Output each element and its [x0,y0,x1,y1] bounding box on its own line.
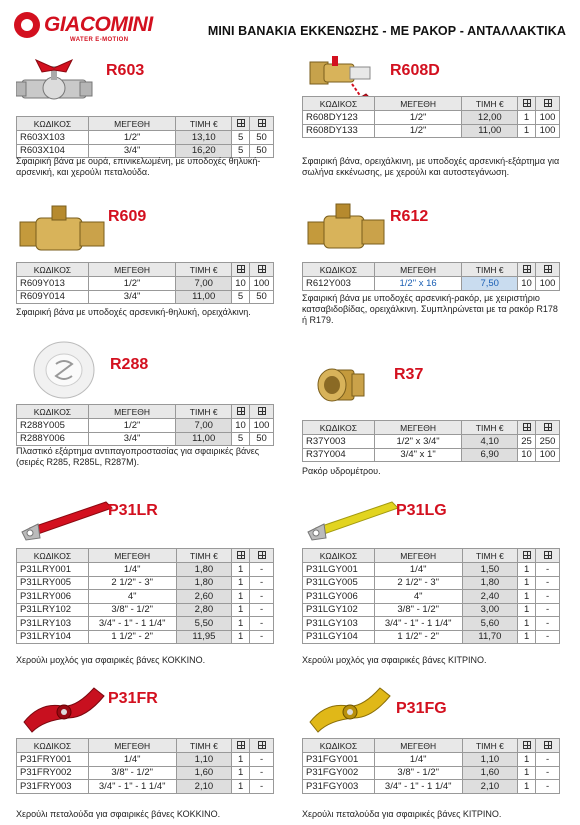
col-box-icon [250,739,274,753]
product-row-price: 1,80 [176,563,232,577]
product-code: P31LR [108,502,158,519]
package-icon [237,265,245,273]
product-row-box-qty: - [536,630,560,644]
product-row-price: 13,10 [176,131,232,145]
product-row-pack-qty: 5 [232,131,250,145]
product-row-pack-qty: 10 [518,277,536,291]
table-row [303,576,560,590]
product-row-pack-qty: 5 [232,144,250,158]
product-description: Σφαιρική βάνα με υποδοχές αρσενική-θηλυκή, ορειχάλκινη. [16,307,251,317]
product-row-box-qty: - [536,617,560,631]
col-code: ΚΩΔΙΚΟΣ [17,263,89,277]
box-icon [544,265,552,273]
product-row-size: 2 1/2" - 3" [88,576,176,590]
product-row-pack-qty: 1 [232,590,250,604]
product-row-size: 1/4" [374,753,462,767]
product-row-size: 3/4" [88,432,176,446]
product-row-size: 1/2" [88,277,176,291]
product-row-box-qty: - [250,766,274,780]
product-row-price: 5,50 [176,617,232,631]
product-description: Σφαιρική βάνα με υποδοχές αρσενική-ρακόρ, με χειριστήριο κατσαβιδοβίδας, ορειχάλκινη. Συμπληρώνεται με τα ρακόρ R178 ή R179. [302,293,558,325]
product-row-size: 3/8" - 1/2" [88,603,176,617]
price-table [302,548,560,644]
table-row [303,630,560,644]
col-price: ΤΙΜΗ € [176,405,232,419]
red-lever-handle-image [16,492,120,546]
product-row-box-qty: 250 [536,435,560,449]
package-icon [237,741,245,749]
product-p31fr [16,678,274,823]
col-box-icon [250,405,274,419]
col-box-icon [250,549,274,563]
product-row-code: R608DY123 [303,111,375,125]
product-row-code: P31FGY002 [303,766,375,780]
product-code: R37 [394,366,424,383]
product-r612 [302,200,560,340]
col-pack-icon [518,739,536,753]
col-size: ΜΕΓΕΘΗ [88,405,176,419]
product-row-code: R288Y006 [17,432,89,446]
product-code: P31LG [396,502,447,519]
product-row-price: 2,60 [176,590,232,604]
col-pack-icon [232,739,250,753]
col-code: ΚΩΔΙΚΟΣ [17,549,89,563]
product-row-size: 4" [88,590,176,604]
brand-logo [14,12,153,44]
product-row-price: 1,60 [176,766,232,780]
product-description: Χερούλι μοχλός για σφαιρικές βάνες ΚΟΚΚΙΝΟ. [16,655,206,665]
product-description: Χερούλι μοχλός για σφαιρικές βάνες ΚΙΤΡΙΝΟ. [302,655,487,665]
product-row-code: P31LGY005 [303,576,375,590]
product-row-box-qty: 50 [250,290,274,304]
product-row-size: 3/4" - 1" - 1 1/4" [374,617,462,631]
yellow-butterfly-handle-image [302,678,402,738]
price-table [302,96,560,138]
box-icon [258,407,266,415]
product-row-code: P31LRY104 [17,630,89,644]
table-row [17,630,274,644]
ball-valve-red-handle-image [16,54,116,114]
product-row-size: 1/2" [88,419,176,433]
col-size: ΜΕΓΕΘΗ [88,739,176,753]
product-row-box-qty: - [536,603,560,617]
col-size: ΜΕΓΕΘΗ [374,263,462,277]
product-row-price: 7,00 [176,277,232,291]
table-row [303,277,560,291]
product-row-box-qty: - [250,590,274,604]
product-row-code: R609Y013 [17,277,89,291]
col-price: ΤΙΜΗ € [176,739,232,753]
product-row-box-qty: - [250,617,274,631]
table-row [17,290,274,304]
product-row-box-qty: - [536,766,560,780]
product-row-price: 2,10 [462,780,518,794]
product-row-price: 12,00 [462,111,518,125]
col-price: ΤΙΜΗ € [462,263,518,277]
col-code: ΚΩΔΙΚΟΣ [17,117,89,131]
product-code: R612 [390,208,429,225]
box-icon [544,741,552,749]
product-row-pack-qty: 1 [232,630,250,644]
table-row [17,563,274,577]
brand-name: GIACOMINI [44,13,153,36]
col-code: ΚΩΔΙΚΟΣ [17,405,89,419]
col-size: ΜΕΓΕΘΗ [88,263,176,277]
product-row-pack-qty: 25 [518,435,536,449]
product-row-price: 3,00 [462,603,518,617]
product-row-price: 6,90 [462,448,518,462]
product-row-code: R603X103 [17,131,89,145]
product-row-pack-qty: 10 [232,277,250,291]
box-icon [258,265,266,273]
product-row-code: P31FRY001 [17,753,89,767]
product-row-box-qty: - [536,576,560,590]
price-table [302,420,560,462]
product-row-price: 1,10 [462,753,518,767]
product-row-pack-qty: 1 [518,576,536,590]
col-box-icon [250,263,274,277]
product-row-price: 1,60 [462,766,518,780]
col-size: ΜΕΓΕΘΗ [374,549,462,563]
product-r37 [302,356,560,476]
product-row-price: 1,10 [176,753,232,767]
product-row-price: 1,80 [462,576,518,590]
product-code: R603 [106,62,145,79]
product-row-code: P31LGY001 [303,563,375,577]
brass-meter-union-image [302,356,402,416]
product-row-size: 1/2" x 16 [374,277,462,291]
product-row-size: 1/4" [374,563,462,577]
product-row-code: P31LGY006 [303,590,375,604]
product-row-box-qty: 100 [536,277,560,291]
col-box-icon [536,263,560,277]
product-row-price: 11,00 [176,290,232,304]
product-row-price: 11,70 [462,630,518,644]
product-row-pack-qty: 1 [232,617,250,631]
col-size: ΜΕΓΕΘΗ [374,739,462,753]
product-row-price: 4,10 [462,435,518,449]
product-row-code: P31LRY102 [17,603,89,617]
product-row-box-qty: - [536,590,560,604]
col-pack-icon [232,263,250,277]
product-row-code: P31LRY103 [17,617,89,631]
price-table [302,738,560,794]
brass-ball-valve-image [16,200,116,260]
red-butterfly-handle-image [16,678,116,738]
product-row-box-qty: - [250,780,274,794]
table-row [303,766,560,780]
product-row-box-qty: 50 [250,432,274,446]
product-row-size: 1/4" [88,563,176,577]
product-row-size: 1 1/2" - 2" [374,630,462,644]
product-row-size: 1 1/2" - 2" [88,630,176,644]
box-icon [544,423,552,431]
product-r609 [16,200,274,320]
product-p31fg [302,678,560,823]
col-pack-icon [232,405,250,419]
col-code: ΚΩΔΙΚΟΣ [303,421,375,435]
product-row-pack-qty: 5 [232,432,250,446]
product-row-price: 2,80 [176,603,232,617]
product-row-pack-qty: 1 [232,766,250,780]
product-row-size: 1/2" [374,124,462,138]
box-icon [258,741,266,749]
product-row-code: R603X104 [17,144,89,158]
product-row-pack-qty: 1 [518,630,536,644]
box-icon [258,551,266,559]
brand-tagline: WATER E-MOTION [70,37,129,43]
product-row-size: 3/4" [88,144,176,158]
product-row-pack-qty: 1 [232,780,250,794]
product-row-box-qty: - [536,780,560,794]
table-row [17,432,274,446]
package-icon [523,741,531,749]
product-row-price: 7,00 [176,419,232,433]
table-row [303,780,560,794]
product-row-pack-qty: 1 [518,124,536,138]
product-row-pack-qty: 1 [518,563,536,577]
product-row-price: 11,95 [176,630,232,644]
table-row [17,780,274,794]
price-table [16,738,274,794]
product-code: R608D [390,62,440,79]
table-row [303,124,560,138]
table-row [303,435,560,449]
product-row-price: 2,40 [462,590,518,604]
product-row-size: 3/8" - 1/2" [374,603,462,617]
product-row-pack-qty: 10 [232,419,250,433]
product-row-code: P31FGY003 [303,780,375,794]
product-row-pack-qty: 1 [232,603,250,617]
product-row-code: R609Y014 [17,290,89,304]
product-row-pack-qty: 1 [232,753,250,767]
product-row-size: 3/4" [88,290,176,304]
product-row-code: P31LGY102 [303,603,375,617]
col-code: ΚΩΔΙΚΟΣ [303,263,375,277]
product-row-price: 11,00 [176,432,232,446]
col-price: ΤΙΜΗ € [462,739,518,753]
col-size: ΜΕΓΕΘΗ [88,117,176,131]
box-icon [544,551,552,559]
product-row-code: P31LRY001 [17,563,89,577]
table-row [303,590,560,604]
product-row-price: 7,50 [462,277,518,291]
brass-union-valve-image [302,200,402,260]
col-pack-icon [232,549,250,563]
product-row-box-qty: - [536,753,560,767]
box-icon [544,99,552,107]
product-row-box-qty: 100 [536,111,560,125]
product-row-price: 2,10 [176,780,232,794]
product-row-box-qty: 50 [250,144,274,158]
col-code: ΚΩΔΙΚΟΣ [303,739,375,753]
product-row-box-qty: - [250,630,274,644]
product-row-pack-qty: 1 [518,617,536,631]
product-row-box-qty: - [250,576,274,590]
product-row-pack-qty: 10 [518,448,536,462]
table-row [17,419,274,433]
col-box-icon [536,549,560,563]
package-icon [523,423,531,431]
table-row [303,448,560,462]
col-pack-icon [232,117,250,131]
product-description: Σφαιρική βάνα με ουρά, επινικελωμένη, με υποδοχές θηλυκή-αρσενική, και χερούλι πεταλούδα. [16,156,261,177]
product-row-pack-qty: 1 [518,753,536,767]
product-row-size: 1/2" x 3/4" [374,435,462,449]
product-row-code: P31LGY104 [303,630,375,644]
product-row-size: 3/4" - 1" - 1 1/4" [88,617,176,631]
table-row [17,576,274,590]
table-row [17,131,274,145]
product-row-code: P31LRY005 [17,576,89,590]
table-row [17,753,274,767]
table-row [303,617,560,631]
table-row [17,617,274,631]
table-row [303,753,560,767]
product-description: Χερούλι πεταλούδα για σφαιρικές βάνες ΚΙΤΡΙΝΟ. [302,809,502,819]
col-price: ΤΙΜΗ € [176,263,232,277]
product-row-code: P31LGY103 [303,617,375,631]
product-row-price: 11,00 [462,124,518,138]
table-row [17,603,274,617]
col-size: ΜΕΓΕΘΗ [374,97,462,111]
product-description: Πλαστικό εξάρτημα αντιπαγοπροστασίας για σφαιρικές βάνες (σειρές R285, R285L, R287M). [16,446,260,467]
product-row-pack-qty: 5 [232,290,250,304]
table-row [303,111,560,125]
col-pack-icon [518,549,536,563]
product-row-pack-qty: 1 [518,590,536,604]
package-icon [523,265,531,273]
col-price: ΤΙΜΗ € [176,549,232,563]
product-row-price: 5,60 [462,617,518,631]
product-row-box-qty: - [250,603,274,617]
product-row-code: R612Y003 [303,277,375,291]
col-box-icon [250,117,274,131]
col-box-icon [536,739,560,753]
product-code: R288 [110,356,149,373]
product-row-size: 3/8" - 1/2" [374,766,462,780]
col-code: ΚΩΔΙΚΟΣ [303,97,375,111]
table-row [17,277,274,291]
product-description: Χερούλι πεταλούδα για σφαιρικές βάνες ΚΟΚΚΙΝΟ. [16,809,221,819]
product-row-box-qty: 100 [536,448,560,462]
product-row-box-qty: - [250,563,274,577]
page-title: MINI ΒΑΝΑΚΙΑ ΕΚΚΕΝΩΣΗΣ - ΜΕ ΡΑΚΟΡ - ΑΝΤΑΛΛΑΚΤΙΚΑ [207,24,566,38]
yellow-lever-handle-image [302,492,406,546]
col-code: ΚΩΔΙΚΟΣ [303,549,375,563]
table-row [17,590,274,604]
table-row [303,563,560,577]
product-row-code: P31FGY001 [303,753,375,767]
product-description: Σφαιρική βάνα, ορειχάλκινη, με υποδοχές αρσενική-εξάρτημα για σωλήνα εκκένωσης, με χερούλι και αυτοστεγάνωση. [302,156,560,177]
price-table [16,262,274,304]
product-row-code: P31LRY006 [17,590,89,604]
product-row-pack-qty: 1 [518,766,536,780]
package-icon [523,551,531,559]
product-row-box-qty: 100 [250,277,274,291]
product-code: P31FR [108,690,158,707]
product-row-price: 16,20 [176,144,232,158]
product-row-size: 2 1/2" - 3" [374,576,462,590]
product-r608d [302,54,560,184]
col-pack-icon [518,263,536,277]
package-icon [237,119,245,127]
product-row-code: R288Y005 [17,419,89,433]
product-row-size: 1/2" [88,131,176,145]
col-box-icon [536,421,560,435]
brand-logo-icon [14,12,40,38]
product-row-code: P31FRY002 [17,766,89,780]
product-row-box-qty: 50 [250,131,274,145]
product-row-pack-qty: 1 [518,780,536,794]
product-r288 [16,338,274,478]
product-description: Ρακόρ υδρομέτρου. [302,466,381,476]
col-pack-icon [518,421,536,435]
product-p31lr [16,492,274,672]
package-icon [237,551,245,559]
col-size: ΜΕΓΕΘΗ [374,421,462,435]
package-icon [237,407,245,415]
col-code: ΚΩΔΙΚΟΣ [17,739,89,753]
product-row-size: 3/4" - 1" - 1 1/4" [88,780,176,794]
price-table [16,116,274,158]
product-code: R609 [108,208,147,225]
product-row-pack-qty: 1 [518,603,536,617]
product-row-box-qty: - [250,753,274,767]
col-price: ΤΙΜΗ € [462,421,518,435]
package-icon [523,99,531,107]
price-table [16,548,274,644]
col-price: ΤΙΜΗ € [176,117,232,131]
product-row-code: R37Y004 [303,448,375,462]
table-row [303,603,560,617]
product-p31lg [302,492,560,672]
product-row-code: P31FRY003 [17,780,89,794]
product-row-size: 3/8" - 1/2" [88,766,176,780]
col-size: ΜΕΓΕΘΗ [88,549,176,563]
product-row-pack-qty: 1 [232,576,250,590]
price-table [302,262,560,291]
col-box-icon [536,97,560,111]
product-row-code: R608DY133 [303,124,375,138]
product-row-size: 3/4" - 1" - 1 1/4" [374,780,462,794]
product-row-size: 3/4" x 1" [374,448,462,462]
product-row-price: 1,50 [462,563,518,577]
table-row [17,766,274,780]
product-row-code: R37Y003 [303,435,375,449]
product-row-pack-qty: 1 [518,111,536,125]
product-code: P31FG [396,700,447,717]
product-row-box-qty: 100 [250,419,274,433]
plastic-antifreeze-fitting-image [16,338,116,400]
product-row-size: 1/2" [374,111,462,125]
product-row-size: 1/4" [88,753,176,767]
product-row-box-qty: 100 [536,124,560,138]
price-table [16,404,274,446]
box-icon [258,119,266,127]
product-row-price: 1,80 [176,576,232,590]
product-row-box-qty: - [536,563,560,577]
col-pack-icon [518,97,536,111]
product-r603 [16,54,274,184]
col-price: ΤΙΜΗ € [462,97,518,111]
product-row-pack-qty: 1 [232,563,250,577]
product-row-size: 4" [374,590,462,604]
col-price: ΤΙΜΗ € [462,549,518,563]
